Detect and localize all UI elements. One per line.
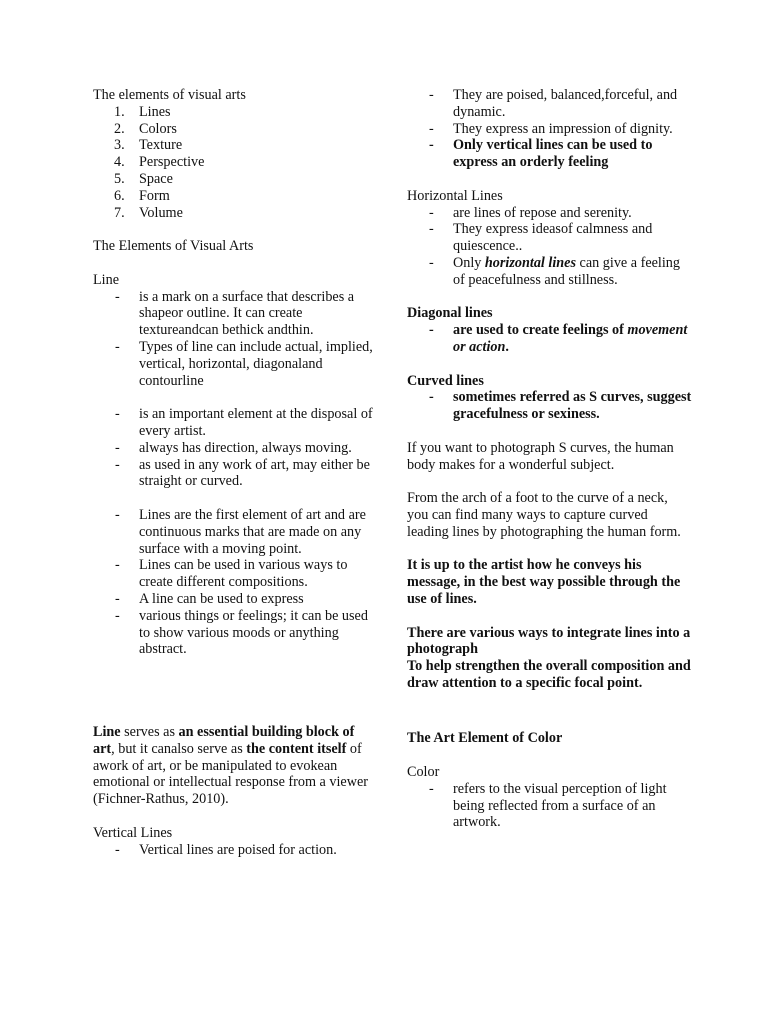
list-item: - They are poised, balanced,forceful, and dynamic. [407, 87, 692, 121]
list-item: 5. Space [114, 170, 173, 187]
list-item: - Vertical lines are poised for action. [93, 842, 375, 859]
vertical-list-continued [407, 87, 692, 171]
list-item: - Only vertical lines can be used to express an orderly feeling [407, 137, 692, 171]
curved-list [407, 389, 692, 423]
list-item: 4. Perspective [114, 154, 205, 171]
list-item: - always has direction, always moving. [93, 440, 375, 457]
arch-paragraph: From the arch of a foot to the curve of a neck, you can find many ways to capture curved leading lines by photographing the human form. [407, 490, 681, 540]
vertical-list [93, 842, 375, 859]
s-curves-paragraph: If you want to photograph S curves, the human body makes for a wonderful subject. [407, 439, 674, 473]
diagonal-heading: Diagonal lines [407, 305, 493, 322]
list-item: - is an important element at the disposal of every artist. [93, 406, 375, 440]
section-heading: The Elements of Visual Arts [93, 238, 254, 255]
list-item: 2. Colors [114, 120, 177, 137]
list-item: - various things or feelings; it can be used to show various moods or anything abstract. [93, 608, 375, 658]
list-item: - sometimes referred as S curves, suggest gracefulness or sexiness. [407, 389, 692, 423]
line-heading: Line [93, 271, 119, 288]
list-item: - They express ideasof calmness and quiescence.. [407, 221, 692, 255]
list-item: - are lines of repose and serenity. [407, 205, 692, 222]
color-heading: Color [407, 764, 440, 781]
list-item: - is a mark on a surface that describes a shapeor outline. It can create textureandcan bethick andthin. [93, 289, 375, 339]
elements-list [93, 104, 375, 222]
list-item: - They express an impression of dignity. [407, 121, 692, 138]
list-item: - Lines can be used in various ways to create different compositions. [93, 557, 375, 591]
right-column [407, 87, 692, 831]
line-list-2 [93, 406, 375, 490]
integrate-paragraph-2: To help strengthen the overall composition and draw attention to a specific focal point. [407, 658, 691, 691]
line-list-3 [93, 507, 375, 658]
color-list [407, 781, 692, 831]
horizontal-heading: Horizontal Lines [407, 187, 503, 204]
building-block-paragraph: Line serves as an essential building block of art, but it canalso serve as the content itself of awork of art, or be manipulated to evokean emotional or intellectual response from a viewer (Fichner-Rathus, 2010). [93, 724, 368, 808]
list-item: 3. Texture [114, 137, 183, 154]
list-item: - refers to the visual perception of light being reflected from a surface of an artwork. [407, 781, 692, 831]
list-item: - Only horizontal lines can give a feeling of peacefulness and stillness. [407, 255, 692, 289]
list-item: - Types of line can include actual, implied, vertical, horizontal, diagonaland contourline [93, 339, 375, 389]
list-item: - Lines are the first element of art and are continuous marks that are made on any surface with a moving point. [93, 507, 375, 557]
diagonal-list [407, 322, 692, 356]
list-item: - are used to create feelings of movement or action. [407, 322, 692, 356]
curved-heading: Curved lines [407, 372, 484, 389]
list-item: 6. Form [114, 187, 170, 204]
color-section-title: The Art Element of Color [407, 730, 563, 747]
elements-title: The elements of visual arts [93, 87, 246, 103]
list-item: - A line can be used to express [93, 591, 375, 608]
list-item: 7. Volume [114, 204, 183, 221]
vertical-heading: Vertical Lines [93, 824, 173, 841]
horizontal-list [407, 205, 692, 289]
line-list-1 [93, 289, 375, 390]
left-column [93, 87, 375, 858]
list-item: 1. Lines [114, 103, 171, 120]
integrate-paragraph-1: There are various ways to integrate lines into a photograph [407, 624, 691, 658]
list-item: - as used in any work of art, may either be straight or curved. [93, 457, 375, 491]
artist-paragraph: It is up to the artist how he conveys his message, in the best way possible through the use of lines. [407, 557, 681, 607]
